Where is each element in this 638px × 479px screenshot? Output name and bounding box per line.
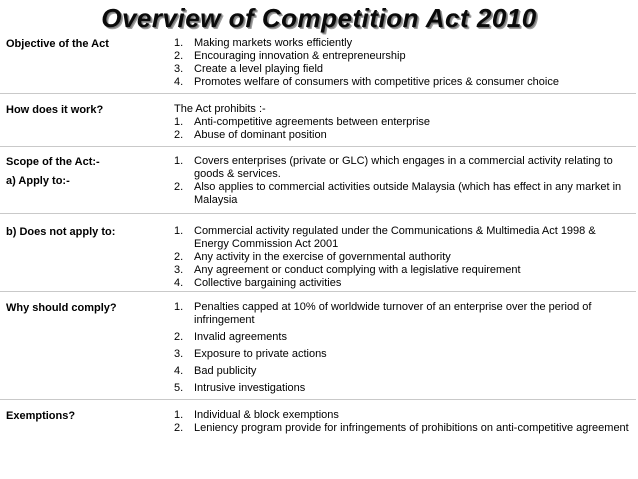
row-sublabel: a) Apply to:- [6,175,70,187]
row-label: Why should comply? [6,302,117,314]
list-item: 1. Commercial activity regulated under the Communications & Multimedia Act 1998 & Energy Commission Act 2001 [174,225,596,250]
list-item: 3. Create a level playing field [174,63,324,75]
row-exemptions [0,409,636,454]
list-item: 2. Encouraging innovation & entrepreneurship [174,50,406,62]
row-content [174,301,630,399]
row-scope [0,155,636,214]
row-label: How does it work? [6,104,104,116]
row-content [174,409,630,435]
row-content [174,225,630,290]
list-item: 4. Promotes welfare of consumers with competitive prices & consumer choice [174,76,559,88]
row-label: Objective of the Act [6,38,109,50]
list-item: 1. Anti-competitive agreements between enterprise [174,116,431,128]
list-item: 3. Any agreement or conduct complying with a legislative requirement [174,264,521,276]
row-content [174,155,630,207]
row-content [174,103,630,142]
list-item: 2. Leniency program provide for infringements of prohibitions on anti-competitive agreement [174,422,629,434]
list-item: 2. Abuse of dominant position [174,129,327,141]
row-label: b) Does not apply to: [6,226,116,238]
list-item: 2. Also applies to commercial activities outside Malaysia (which has effect in any market in Malaysia [174,181,622,206]
row-label: Exemptions? [6,410,76,422]
row-how-it-works [0,103,636,147]
list-item: 3. Exposure to private actions [174,348,327,360]
list-item: 2. Any activity in the exercise of governmental authority [174,251,451,263]
row-content [174,37,630,89]
list-item: 4. Bad publicity [174,365,257,377]
list-item: 2. Invalid agreements [174,331,287,343]
list-item: 1. Penalties capped at 10% of worldwide turnover of an enterprise over the period of infringement [174,301,592,326]
row-label: Scope of the Act:- a) Apply to:- [6,155,161,188]
row-intro: The Act prohibits :- [174,103,266,115]
list-item: 1. Individual & block exemptions [174,409,339,421]
page-title: Overview of Competition Act 2010 [101,3,537,33]
list-item: 1. Covers enterprises (private or GLC) which engages in a commercial activity relating to goods & services. [174,155,613,180]
row-does-not-apply [0,225,636,292]
list-item: 5. Intrusive investigations [174,382,306,394]
list-item: 4. Collective bargaining activities [174,277,342,289]
row-objective [0,37,636,94]
list-item: 1. Making markets works efficiently [174,37,353,49]
row-why-comply [0,301,636,400]
